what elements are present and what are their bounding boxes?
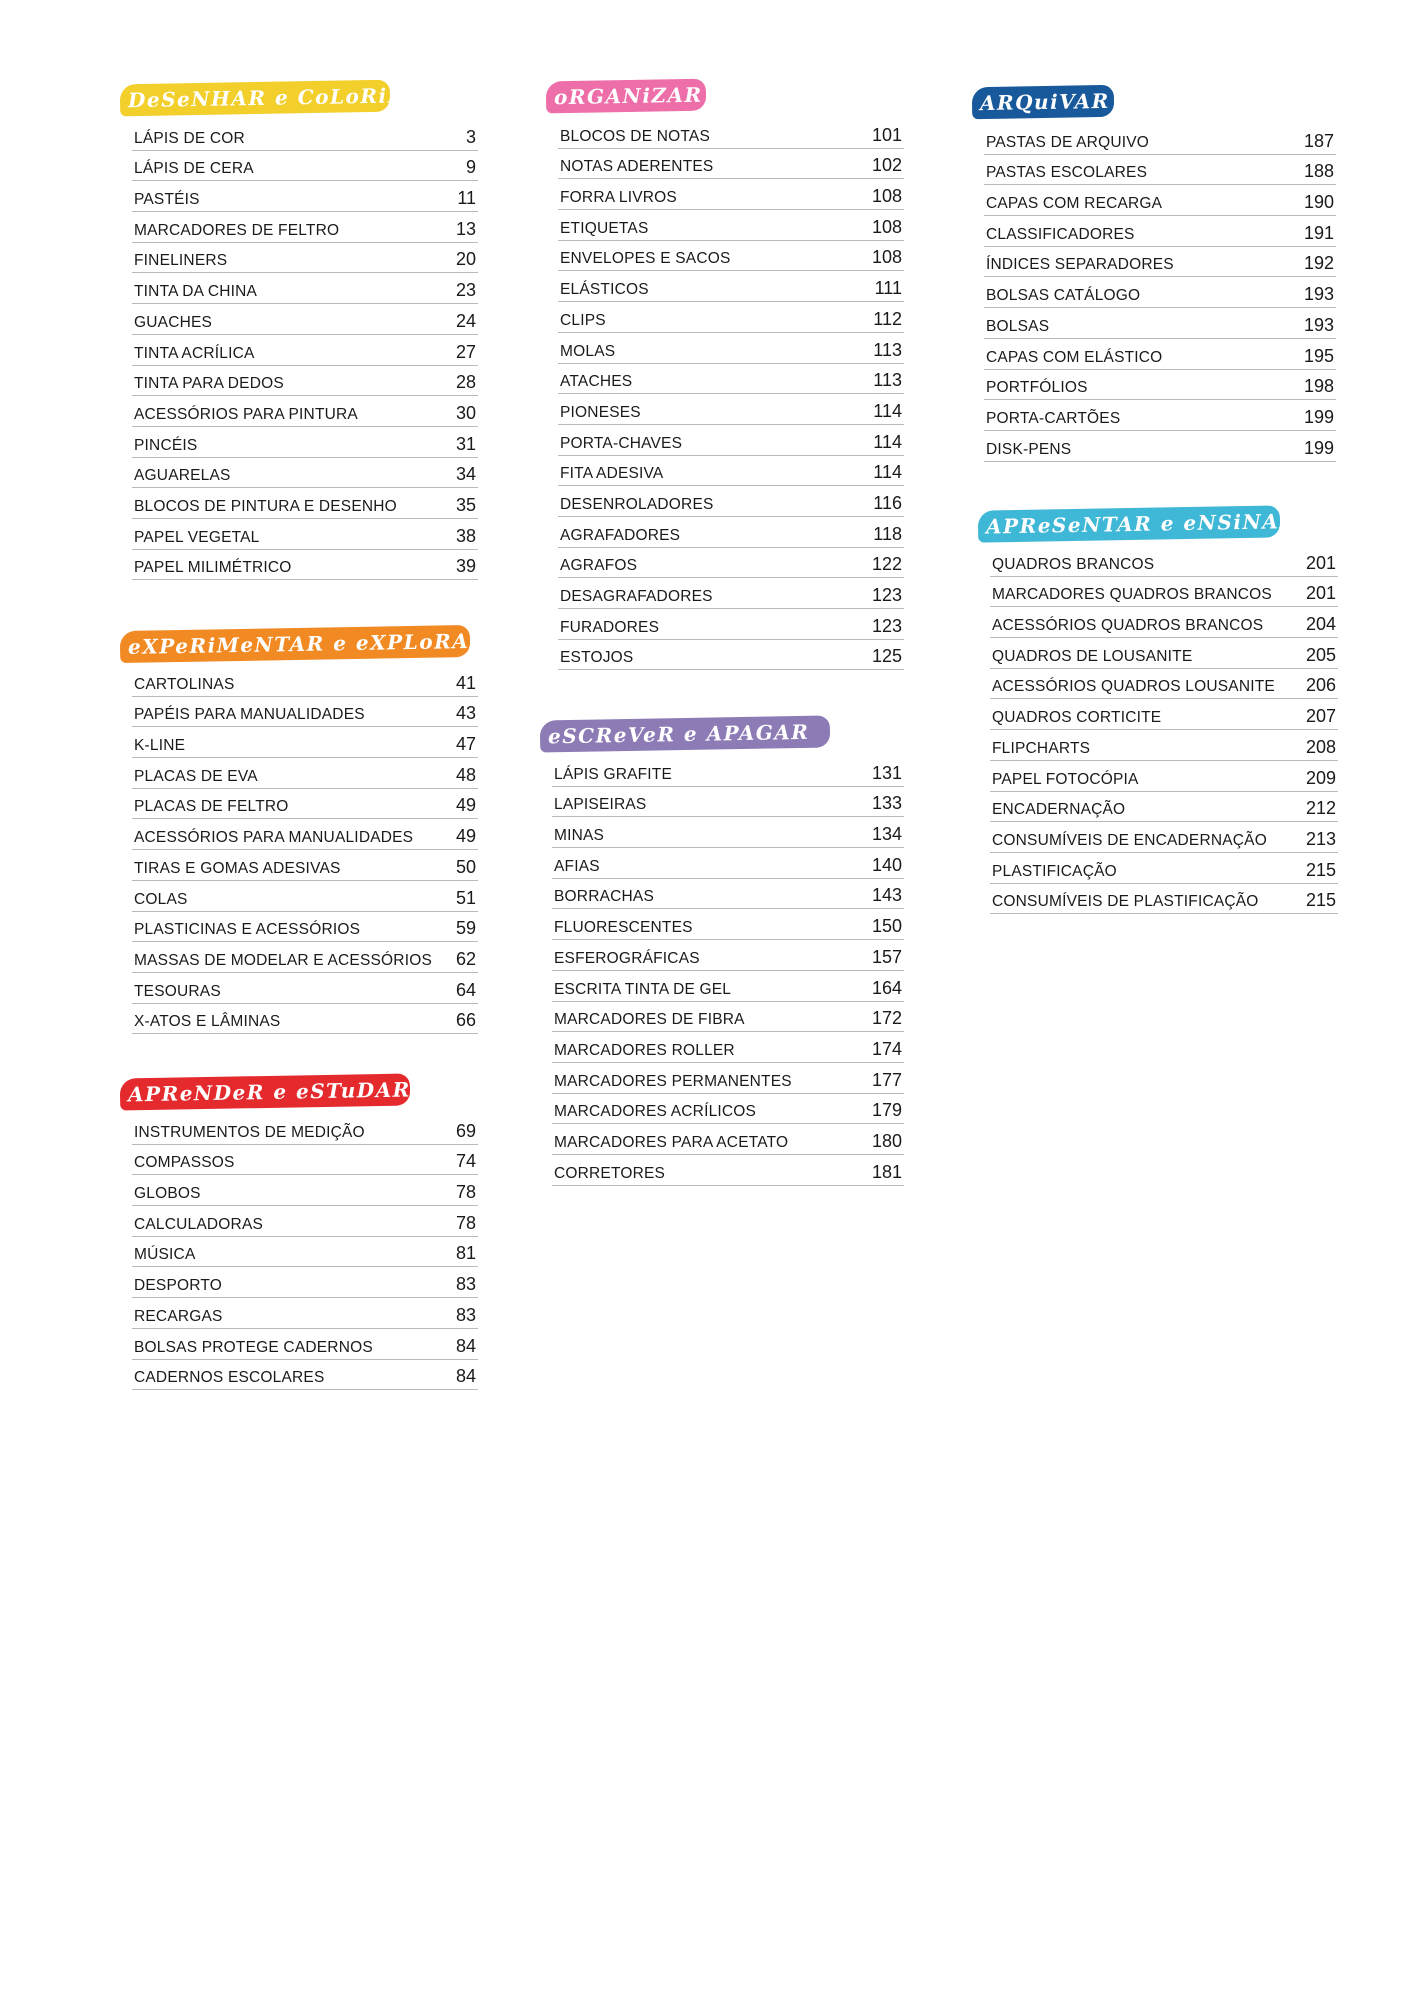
toc-entry-page: 24 [455, 310, 476, 331]
toc-entry [132, 1114, 478, 1145]
toc-entry-page: 205 [1305, 644, 1336, 665]
toc-entry-label: MÚSICA [134, 1246, 196, 1264]
section-title-banner: eSCReVeR e APAGAR [540, 715, 831, 752]
toc-entry-label: TINTA PARA DEDOS [134, 375, 284, 393]
toc-entry-page: 209 [1305, 767, 1336, 788]
toc-entry [990, 699, 1338, 730]
section-title-banner: DeSeNHAR e CoLoRiR [120, 80, 391, 117]
toc-entry-label: ETIQUETAS [560, 219, 649, 237]
toc-entry [132, 396, 478, 427]
toc-entry [132, 1206, 478, 1237]
toc-entry-label: K-LINE [134, 737, 186, 755]
toc-entry-label: PAPEL FOTOCÓPIA [992, 770, 1139, 788]
toc-entry [558, 486, 904, 517]
toc-entry-page: 35 [455, 494, 476, 515]
section-title-banner: APReNDeR e eSTuDAR [120, 1073, 411, 1110]
toc-entry-label: CORRETORES [554, 1164, 666, 1182]
toc-entry [990, 761, 1338, 792]
toc-entry-page: 78 [455, 1212, 476, 1233]
toc-entry-page: 215 [1305, 890, 1336, 911]
toc-entry [552, 756, 904, 787]
toc-entry-label: MASSAS DE MODELAR E ACESSÓRIOS [134, 951, 432, 969]
toc-entry-label: CAPAS COM RECARGA [986, 195, 1163, 213]
toc-entry [552, 879, 904, 910]
toc-entry [132, 273, 478, 304]
toc-entry-page: 191 [1303, 222, 1334, 243]
toc-entry-page: 180 [871, 1130, 902, 1151]
toc-entry [552, 1032, 904, 1063]
toc-entry [558, 609, 904, 640]
toc-entry [552, 940, 904, 971]
toc-entry-label: DESPORTO [134, 1277, 223, 1295]
toc-entry [558, 640, 904, 671]
toc-entry-page: 199 [1303, 437, 1334, 458]
toc-entry-page: 193 [1303, 314, 1334, 335]
toc-entry-label: MARCADORES PARA ACETATO [554, 1133, 789, 1151]
toc-entry-label: DESAGRAFADORES [560, 588, 713, 605]
toc-entry-page: 213 [1305, 828, 1336, 849]
toc-entry-page: 118 [873, 523, 902, 544]
section-title-banner: eXPeRiMeNTAR e eXPLoRAR [120, 625, 471, 663]
toc-entry-page: 113 [873, 370, 902, 391]
toc-entry [990, 546, 1338, 577]
toc-entry [990, 669, 1338, 700]
toc-entry [552, 1124, 904, 1155]
toc-entry-page: 143 [871, 885, 902, 906]
toc-entry-label: LÁPIS GRAFITE [554, 765, 673, 783]
toc-entry-label: CLASSIFICADORES [986, 225, 1135, 243]
toc-entry-label: BOLSAS [986, 317, 1050, 335]
toc-entry-page: 113 [873, 339, 902, 360]
toc-entry-label: TESOURAS [134, 982, 221, 1000]
toc-entry [990, 607, 1338, 638]
toc-entry [558, 241, 904, 272]
toc-entry [132, 912, 478, 943]
toc-entry [132, 819, 478, 850]
toc-entry-label: NOTAS ADERENTES [560, 158, 714, 176]
toc-list [990, 546, 1338, 914]
toc-entry-page: 20 [455, 249, 476, 270]
toc-entry [990, 577, 1338, 608]
toc-entry-page: 204 [1305, 614, 1336, 635]
toc-entry-label: BLOCOS DE NOTAS [560, 127, 710, 145]
toc-entry-label: FINELINERS [134, 252, 228, 270]
toc-list [132, 1114, 478, 1390]
section-title-banner: APReSeNTAR e eNSiNAR [978, 505, 1281, 542]
toc-entry-page: 108 [871, 247, 902, 268]
toc-entry [990, 638, 1338, 669]
toc-entry-label: CONSUMÍVEIS DE ENCADERNAÇÃO [992, 831, 1267, 849]
toc-entry-page: 23 [455, 280, 476, 301]
toc-entry-label: FURADORES [560, 618, 660, 636]
toc-entry [984, 124, 1336, 155]
section-organizar [552, 80, 904, 670]
toc-entry-label: MARCADORES QUADROS BRANCOS [992, 586, 1272, 604]
toc-entry-label: PORTA-CARTÕES [986, 409, 1121, 427]
section-escrever-e-apagar [546, 718, 904, 1186]
toc-entry-label: TINTA DA CHINA [134, 283, 258, 301]
toc-entry-page: 199 [1303, 406, 1334, 427]
section-desenhar-e-colorir [126, 82, 478, 580]
toc-entry [552, 1002, 904, 1033]
toc-entry [132, 212, 478, 243]
toc-entry [132, 758, 478, 789]
toc-entry-label: ACESSÓRIOS QUADROS LOUSANITE [992, 678, 1275, 696]
toc-entry-label: AGRAFOS [560, 557, 638, 575]
toc-entry [990, 884, 1338, 915]
toc-entry [552, 909, 904, 940]
toc-entry-label: PORTFÓLIOS [986, 379, 1088, 397]
toc-entry-page: 84 [455, 1366, 476, 1387]
toc-entry-page: 59 [455, 918, 476, 939]
toc-entry [132, 789, 478, 820]
toc-entry [132, 1004, 478, 1035]
toc-entry-page: 188 [1303, 161, 1334, 182]
toc-entry-label: MARCADORES PERMANENTES [554, 1072, 792, 1090]
toc-list [552, 756, 904, 1186]
toc-entry [132, 1298, 478, 1329]
toc-entry-page: 30 [455, 402, 476, 423]
toc-entry-page: 177 [871, 1069, 902, 1090]
toc-entry [984, 308, 1336, 339]
toc-entry-label: ENVELOPES E SACOS [560, 250, 731, 268]
toc-entry [558, 210, 904, 241]
toc-entry-page: 64 [455, 979, 476, 1000]
toc-entry-label: PAPÉIS PARA MANUALIDADES [134, 706, 365, 724]
toc-entry-label: ACESSÓRIOS QUADROS BRANCOS [992, 617, 1264, 635]
toc-entry-label: ENCADERNAÇÃO [992, 801, 1126, 819]
toc-entry-page: 122 [871, 554, 902, 575]
toc-entry [984, 185, 1336, 216]
toc-entry [132, 366, 478, 397]
toc-entry-page: 66 [455, 1010, 476, 1031]
toc-entry-label: RECARGAS [134, 1307, 223, 1325]
toc-entry [552, 1094, 904, 1125]
toc-entry-label: DISK-PENS [986, 440, 1072, 458]
toc-entry-page: 198 [1303, 376, 1334, 397]
toc-entry-label: MARCADORES DE FELTRO [134, 221, 340, 239]
toc-entry-label: ÍNDICES SEPARADORES [986, 256, 1174, 274]
toc-entry-page: 108 [871, 186, 902, 207]
toc-entry [132, 1237, 478, 1268]
toc-entry-page: 83 [455, 1304, 476, 1325]
toc-entry [552, 817, 904, 848]
toc-entry-page: 150 [871, 916, 902, 937]
toc-entry-page: 215 [1305, 859, 1336, 880]
section-experimentar-e-explorar [126, 628, 488, 1034]
toc-entry-label: MARCADORES DE FIBRA [554, 1011, 745, 1029]
toc-entry [558, 179, 904, 210]
section-title-banner: oRGANiZAR [546, 79, 707, 114]
toc-entry-label: LAPISEIRAS [554, 796, 647, 814]
toc-entry-label: PLACAS DE FELTRO [134, 798, 289, 816]
toc-entry-label: LÁPIS DE COR [134, 129, 245, 147]
toc-entry-page: 114 [873, 462, 902, 483]
toc-entry-page: 123 [871, 615, 902, 636]
toc-list [132, 120, 478, 580]
toc-entry [558, 118, 904, 149]
toc-list [558, 118, 904, 670]
toc-entry-page: 190 [1303, 192, 1334, 213]
toc-entry [558, 456, 904, 487]
toc-entry [552, 1155, 904, 1186]
toc-entry [558, 302, 904, 333]
toc-entry-label: PAPEL VEGETAL [134, 528, 260, 546]
toc-entry [558, 333, 904, 364]
toc-entry-page: 83 [455, 1274, 476, 1295]
toc-entry-page: 206 [1305, 675, 1336, 696]
toc-entry-label: BOLSAS CATÁLOGO [986, 287, 1141, 305]
toc-entry [132, 488, 478, 519]
toc-entry-page: 50 [455, 856, 476, 877]
toc-entry [552, 1063, 904, 1094]
toc-entry-page: 134 [871, 824, 902, 845]
toc-entry-page: 157 [871, 946, 902, 967]
toc-entry [132, 697, 478, 728]
toc-entry-page: 3 [465, 126, 476, 147]
toc-entry-label: BOLSAS PROTEGE CADERNOS [134, 1338, 373, 1356]
toc-entry-page: 208 [1305, 736, 1336, 757]
toc-entry-page: 114 [873, 400, 902, 421]
toc-entry-label: INSTRUMENTOS DE MEDIÇÃO [134, 1123, 365, 1141]
toc-entry-page: 34 [455, 464, 476, 485]
toc-entry-page: 81 [455, 1243, 476, 1264]
toc-entry-label: ESCRITA TINTA DE GEL [554, 980, 732, 998]
toc-entry [132, 1360, 478, 1391]
toc-entry [132, 881, 478, 912]
toc-entry-page: 49 [455, 826, 476, 847]
toc-entry-page: 27 [455, 341, 476, 362]
toc-entry-label: TIRAS E GOMAS ADESIVAS [134, 859, 341, 877]
toc-entry [132, 973, 478, 1004]
toc-entry-page: 51 [455, 887, 476, 908]
toc-entry-label: QUADROS CORTICITE [992, 709, 1162, 727]
toc-entry-label: FLIPCHARTS [992, 739, 1091, 757]
toc-entry-label: ACESSÓRIOS PARA MANUALIDADES [134, 829, 414, 847]
toc-entry-label: PAPEL MILIMÉTRICO [134, 559, 292, 577]
toc-entry [990, 822, 1338, 853]
toc-entry-page: 49 [455, 795, 476, 816]
toc-entry-page: 39 [455, 556, 476, 577]
toc-entry-label: CALCULADORAS [134, 1215, 264, 1233]
toc-entry-page: 11 [457, 188, 476, 209]
toc-entry-label: DESENROLADORES [560, 495, 714, 513]
section-apresentar-e-ensinar [984, 508, 1338, 914]
toc-entry [132, 458, 478, 489]
toc-entry [558, 425, 904, 456]
toc-entry-label: MARCADORES ACRÍLICOS [554, 1103, 757, 1121]
toc-entry-label: COLAS [134, 890, 188, 908]
toc-entry-page: 201 [1305, 552, 1336, 573]
toc-entry-label: LÁPIS DE CERA [134, 160, 254, 178]
toc-entry-page: 41 [455, 672, 476, 693]
toc-entry-label: MOLAS [560, 342, 616, 360]
toc-entry-label: AFIAS [554, 857, 600, 875]
toc-entry-page: 212 [1305, 798, 1336, 819]
toc-entry-page: 192 [1303, 253, 1334, 274]
toc-entry-page: 102 [871, 155, 902, 176]
toc-entry-page: 47 [455, 734, 476, 755]
toc-entry-page: 74 [455, 1151, 476, 1172]
toc-entry-page: 62 [455, 948, 476, 969]
toc-entry [984, 247, 1336, 278]
toc-entry-label: PIONESES [560, 403, 641, 421]
toc-entry-page: 112 [873, 308, 902, 329]
toc-entry-page: 108 [871, 216, 902, 237]
toc-entry [132, 850, 478, 881]
toc-entry [558, 364, 904, 395]
toc-entry [132, 427, 478, 458]
toc-entry-label: PINCÉIS [134, 436, 198, 454]
toc-entry [558, 394, 904, 425]
toc-list [984, 124, 1336, 462]
toc-entry-label: ELÁSTICOS [560, 281, 649, 299]
toc-entry-label: CAPAS COM ELÁSTICO [986, 348, 1163, 366]
toc-entry [984, 277, 1336, 308]
toc-entry-page: 101 [871, 124, 902, 145]
toc-entry [984, 216, 1336, 247]
toc-entry-label: FLUORESCENTES [554, 919, 693, 937]
toc-entry [132, 727, 478, 758]
toc-list [132, 666, 478, 1034]
toc-entry-label: FITA ADESIVA [560, 465, 664, 483]
toc-entry-page: 78 [455, 1182, 476, 1203]
toc-entry-label: BLOCOS DE PINTURA E DESENHO [134, 497, 397, 515]
toc-entry-label: CADERNOS ESCOLARES [134, 1369, 325, 1387]
toc-entry-label: AGUARELAS [134, 467, 231, 485]
toc-entry [132, 1267, 478, 1298]
toc-entry-page: 164 [871, 977, 902, 998]
toc-entry-page: 187 [1303, 130, 1334, 151]
toc-entry-label: X-ATOS E LÂMINAS [134, 1013, 281, 1031]
toc-entry-page: 172 [871, 1008, 902, 1029]
toc-entry [132, 120, 478, 151]
toc-entry [552, 787, 904, 818]
toc-entry-page: 131 [871, 762, 902, 783]
toc-entry [984, 155, 1336, 186]
toc-entry-label: QUADROS BRANCOS [992, 555, 1155, 573]
toc-entry-label: CLIPS [560, 311, 606, 329]
toc-entry-page: 207 [1305, 706, 1336, 727]
toc-entry [558, 578, 904, 609]
toc-entry-label: TINTA ACRÍLICA [134, 344, 255, 362]
toc-entry-page: 123 [871, 585, 902, 605]
toc-entry [990, 730, 1338, 761]
toc-entry-page: 181 [871, 1161, 902, 1182]
toc-entry-page: 174 [871, 1038, 902, 1059]
toc-entry [132, 942, 478, 973]
toc-entry-page: 9 [465, 157, 476, 178]
toc-entry [132, 181, 478, 212]
toc-entry-page: 193 [1303, 284, 1334, 305]
toc-entry-label: FORRA LIVROS [560, 189, 677, 207]
toc-entry [552, 971, 904, 1002]
toc-entry-label: PLASTICINAS E ACESSÓRIOS [134, 921, 361, 939]
toc-entry-label: GUACHES [134, 313, 213, 331]
toc-entry-label: AGRAFADORES [560, 526, 681, 544]
toc-entry-label: QUADROS DE LOUSANITE [992, 647, 1193, 665]
toc-entry-page: 179 [871, 1100, 902, 1121]
toc-entry-label: PASTAS ESCOLARES [986, 164, 1148, 182]
toc-entry [984, 400, 1336, 431]
toc-entry-label: MINAS [554, 827, 605, 845]
toc-entry [132, 519, 478, 550]
toc-entry-page: 43 [455, 703, 476, 724]
toc-entry-page: 38 [455, 525, 476, 546]
toc-entry [132, 1145, 478, 1176]
toc-entry [990, 792, 1338, 823]
toc-entry-page: 133 [871, 793, 902, 814]
toc-entry-page: 31 [455, 433, 476, 454]
section-arquivar [978, 86, 1336, 462]
toc-entry-label: PORTA-CHAVES [560, 434, 683, 452]
toc-entry-page: 116 [873, 492, 902, 513]
toc-entry [984, 370, 1336, 401]
section-title-banner: ARQuiVAR [972, 85, 1115, 119]
toc-entry-label: PLACAS DE EVA [134, 767, 258, 785]
toc-entry-page: 114 [873, 431, 902, 452]
toc-entry-label: PASTAS DE ARQUIVO [986, 133, 1150, 151]
toc-entry [558, 271, 904, 302]
toc-entry-label: ACESSÓRIOS PARA PINTURA [134, 405, 358, 423]
toc-entry-label: COMPASSOS [134, 1154, 235, 1172]
toc-entry-label: CONSUMÍVEIS DE PLASTIFICAÇÃO [992, 893, 1259, 911]
toc-entry [132, 666, 478, 697]
toc-entry-page: 84 [455, 1335, 476, 1356]
toc-entry-label: PLASTIFICAÇÃO [992, 862, 1117, 880]
toc-entry [132, 550, 478, 581]
toc-entry [132, 243, 478, 274]
toc-entry [990, 853, 1338, 884]
toc-entry-page: 28 [455, 372, 476, 393]
toc-entry [132, 1329, 478, 1360]
toc-entry [984, 339, 1336, 370]
toc-entry-page: 111 [874, 278, 902, 299]
section-aprender-e-estudar [126, 1076, 478, 1390]
toc-entry-page: 13 [455, 218, 476, 239]
toc-entry-page: 48 [455, 764, 476, 785]
toc-entry-page: 69 [455, 1120, 476, 1141]
toc-entry [552, 848, 904, 879]
toc-entry [132, 1175, 478, 1206]
toc-entry [132, 335, 478, 366]
toc-entry-page: 125 [871, 646, 902, 667]
toc-entry [558, 149, 904, 180]
toc-entry [132, 151, 478, 182]
toc-entry [558, 548, 904, 579]
toc-entry-page: 201 [1305, 583, 1336, 604]
toc-entry-page: 140 [871, 854, 902, 875]
toc-entry-label: BORRACHAS [554, 888, 654, 906]
toc-entry [984, 431, 1336, 462]
toc-entry-label: ESTOJOS [560, 649, 634, 667]
toc-entry-label: GLOBOS [134, 1185, 201, 1203]
toc-entry-label: MARCADORES ROLLER [554, 1041, 735, 1059]
toc-entry [558, 517, 904, 548]
toc-entry-label: ESFEROGRÁFICAS [554, 949, 700, 967]
toc-entry-label: CARTOLINAS [134, 675, 235, 693]
toc-entry [132, 304, 478, 335]
toc-entry-label: PASTÉIS [134, 191, 200, 209]
toc-entry-page: 195 [1303, 345, 1334, 366]
toc-entry-label: ATACHES [560, 373, 633, 391]
